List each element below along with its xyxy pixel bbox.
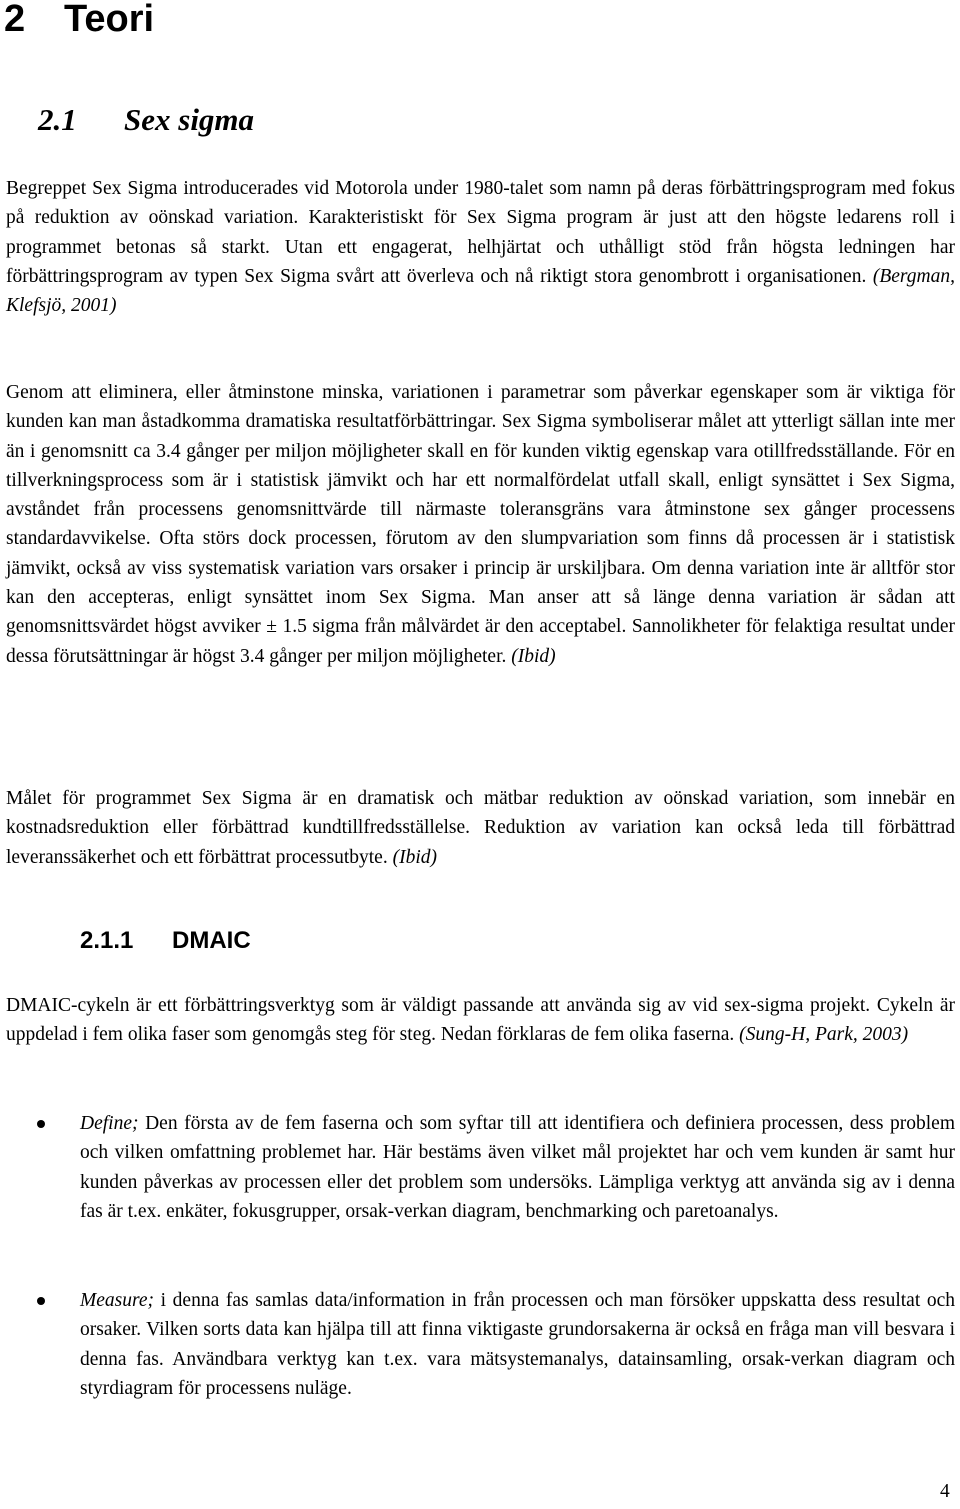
subsection-title: DMAIC: [172, 927, 251, 954]
chapter-title: Teori: [64, 0, 155, 40]
list-item-text: [80, 1286, 955, 1403]
subsection-heading: [80, 924, 251, 958]
section-heading: [38, 100, 254, 140]
paragraph-text: DMAIC-cykeln är ett förbättringsverktyg som är väldigt passande att använda sig av vid sex-sigma projekt. Cykeln är uppdelad i fem olika faser som genomgås steg för steg. Nedan förklaras de fem olika faserna.: [6, 995, 955, 1046]
phase-term: Define;: [80, 1113, 139, 1134]
page-number: 4: [940, 1481, 950, 1502]
paragraph-intro: [6, 174, 955, 320]
bullet-icon: [37, 1120, 45, 1128]
paragraph-text: Genom att eliminera, eller åtminstone minska, variationen i parametrar som påverkar egenskaper som är viktiga för kunden kan man åstadkomma dramatiska resultatförbättringar. Sex Sigma symboliserar målet att ytterligt sällan inte mer än i genomsnitt ca 3.4 gånger per miljon möjligheter skall en för kunden viktig egenskap vara otillfredsställande. För en tillverkningsprocess som är i statistisk jämvikt och har ett normalfördelat utfall skall, enligt synsättet i Sex Sigma, avståndet från processens genomsnittvärde till närmaste toleransgräns vara åtminstone sex gånger processens standardavvikelse. Ofta störs dock processen, förutom av den slumpvariation som finns då processen är i statistisk jämvikt, också av viss systematisk variation vars orsaker i princip är urskiljbara. Om denna variation inte är alltför stor kan den accepteras, enligt synsättet inom Sex Sigma. Man anser att så länge denna variation är sådan att genomsnittsvärdet högst avviker ± 1.5 sigma från målvärdet är den acceptabel. Sannolikheter för felaktiga resultat under dessa förutsättningar är högst 3.4 gånger per miljon möjligheter.: [6, 382, 955, 667]
paragraph-dmaic: [6, 991, 955, 1050]
phase-description: i denna fas samlas data/information in från processen och man försöker uppskatta dess resultat och orsaker. Vilken sorts data kan hjälpa till att finna viktigaste grundorsakerna är också en fråga man vill besvara i denna fas. Användbara verktyg kan t.ex. vara mätsystemanalys, datainsamling, orsak-verkan diagram och styrdiagram för processens nuläge.: [80, 1290, 956, 1399]
section-number: 2.1: [38, 102, 77, 137]
paragraph-variation: [6, 378, 955, 671]
citation: (Ibid): [392, 846, 437, 868]
paragraph-text: Begreppet Sex Sigma introducerades vid Motorola under 1980-talet som namn på deras förbättringsprogram med fokus på reduktion av oönskad variation. Karakteristiskt för Sex Sigma program är just att den högste ledarens roll i programmet betonas så starkt. Utan ett engagerat, helhjärtat och uthålligt stöd från högsta ledningen har förbättringsprogram av typen Sex Sigma svårt att överleva och nå riktigt stora genombrott i organisationen.: [6, 178, 955, 287]
subsection-number: 2.1.1: [80, 927, 134, 954]
section-title: Sex sigma: [124, 102, 255, 137]
bullet-icon: [37, 1297, 45, 1305]
list-item-text: [80, 1109, 955, 1226]
phase-term: Measure;: [80, 1290, 155, 1311]
citation: (Sung-H, Park, 2003): [739, 1024, 909, 1046]
paragraph-text: Målet för programmet Sex Sigma är en dramatisk och mätbar reduktion av oönskad variation, som innebär en kostnadsreduktion eller förbättrad kundtillfredsställelse. Reduktion av variation kan också leda till förbättrad leveranssäkerhet och ett förbättrat processutbyte.: [6, 788, 955, 868]
chapter-number: 2: [4, 0, 26, 40]
citation: (Bergman, Klefsjö, 2001): [6, 265, 955, 317]
chapter-heading: [4, 0, 154, 44]
citation: (Ibid): [511, 645, 556, 667]
paragraph-goal: [6, 784, 955, 872]
phase-description: Den första av de fem faserna och som syftar till att identifiera och definiera processen, dess problem och vilken omfattning problemet har. Här bestäms även vilket mål projektet har och vem kunden är samt hur kunden påverkas av processen eller det problem som undersöks. Lämpliga verktyg att använda sig av i denna fas är t.ex. enkäter, fokusgrupper, orsak-verkan diagram, benchmarking och paretoanalys.: [80, 1113, 955, 1222]
